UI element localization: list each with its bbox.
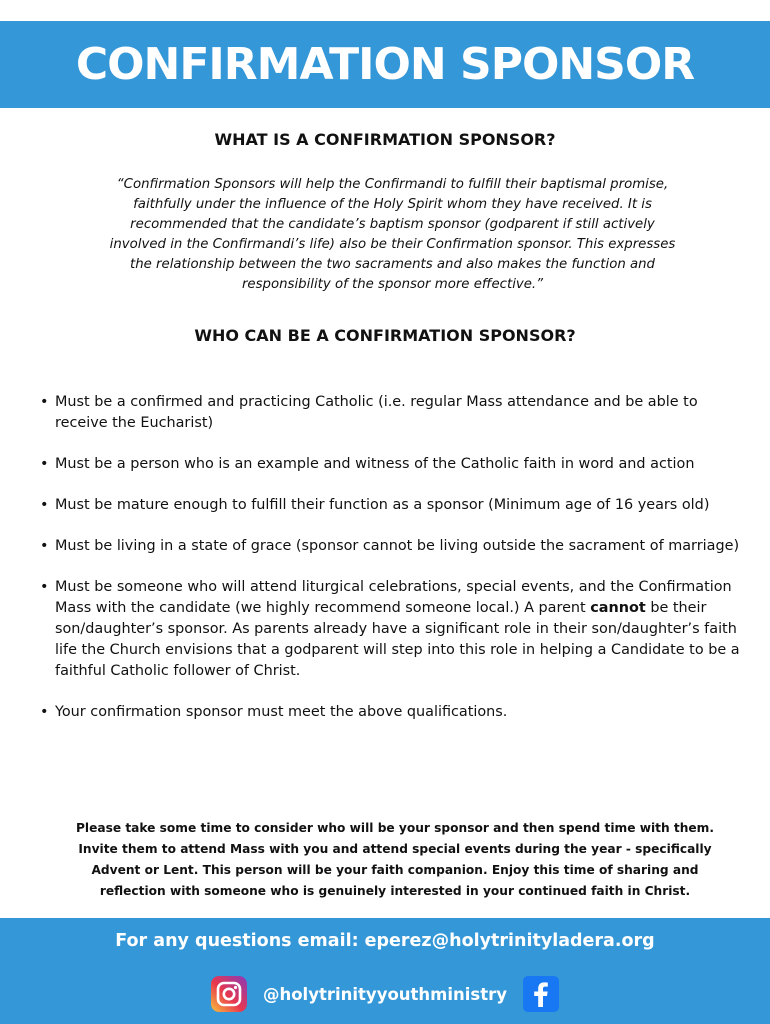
social-row	[0, 975, 770, 1013]
list-item: • Must be mature enough to fulfill their function as a sponsor (Minimum age of 16 years old)	[40, 495, 740, 516]
section-heading-what: WHAT IS A CONFIRMATION SPONSOR?	[214, 130, 556, 149]
contact-email[interactable]: For any questions email: eperez@holytrinityladera.org	[115, 931, 655, 951]
page-title: CONFIRMATION SPONSOR	[75, 39, 695, 90]
list-item: • Must be living in a state of grace (sponsor cannot be living outside the sacrament of marriage)	[40, 536, 740, 557]
closing-paragraph: Please take some time to consider who will be your sponsor and then spend time with them. Invite them to attend Mass with you and attend special events during the year - specifically Advent or Lent. This person will be your faith companion. Enjoy this time of sharing and reflection with someone who is genuinely interested in your continued faith in Christ.	[75, 821, 715, 898]
social-handle[interactable]: @holytrinityyouthministry	[262, 984, 508, 1004]
list-item: • Must be a confirmed and practicing Catholic (i.e. regular Mass attendance and be able to receive the Eucharist)	[40, 392, 740, 434]
emphasis-cannot: cannot	[590, 600, 646, 616]
definition-quote: “Confirmation Sponsors will help the Confirmandi to fulfill their baptismal promise, faithfully under the influence of the Holy Spirit whom they have received. It is recommended that the candidate’s baptism sponsor (godparent if still actively involved in the Confirmandi’s life) also be their Confirmation sponsor. This expresses the relationship between the two sacraments and also makes the function and responsibility of the sponsor more effective.”	[109, 177, 676, 292]
list-item	[40, 577, 740, 682]
list-item: • Must be a person who is an example and witness of the Catholic faith in word and action	[40, 454, 740, 475]
section-heading-who: WHO CAN BE A CONFIRMATION SPONSOR?	[194, 326, 576, 345]
list-item-text: Must be someone who will attend liturgical celebrations, special events, and the Confirmation Mass with the candidate (we highly recommend someone local.) A parent	[55, 579, 732, 616]
requirements-list	[40, 392, 740, 743]
list-item-text: be their son/daughter’s sponsor. As parents already have a significant role in their son/daughter’s faith life the Church envisions that a godparent will step into this role in helping a Candidate to be a faithful Catholic follower of Christ.	[55, 600, 740, 679]
header-banner	[0, 21, 770, 108]
list-item: • Your confirmation sponsor must meet the above qualifications.	[40, 702, 740, 723]
facebook-icon[interactable]	[523, 976, 559, 1012]
instagram-icon[interactable]	[211, 976, 247, 1012]
